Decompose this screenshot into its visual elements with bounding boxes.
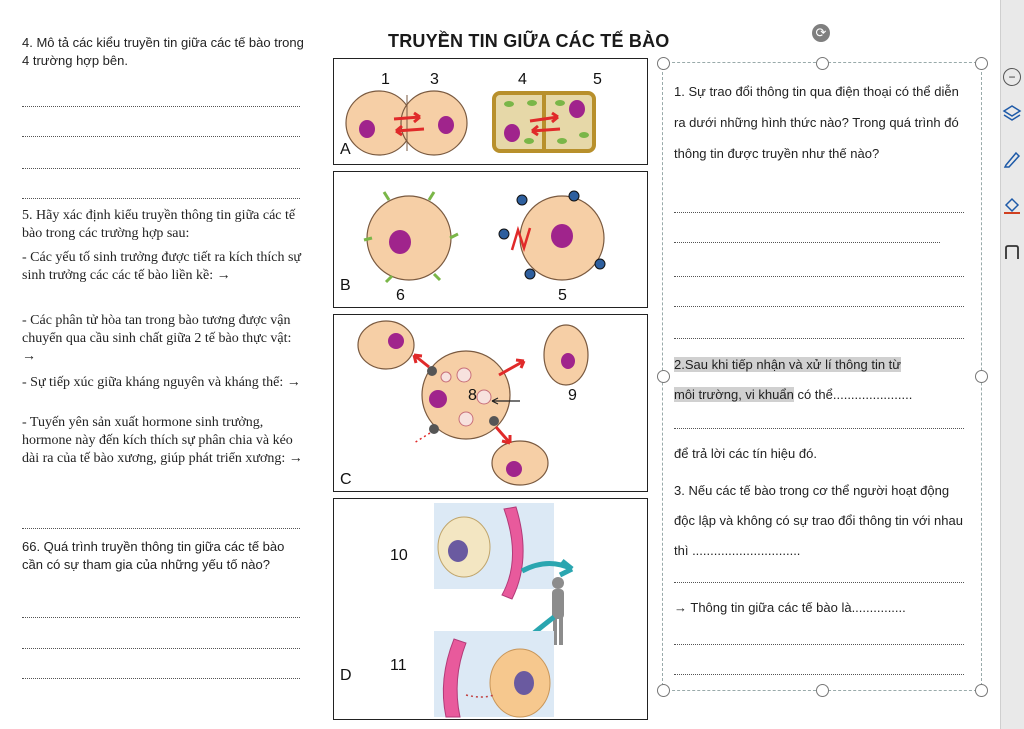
figure-b: [333, 171, 648, 308]
answer-line: [22, 617, 300, 618]
figure-c-illustration: [334, 315, 647, 491]
question-3-conclusion: → Thông tin giữa các tế bào là...............: [674, 600, 906, 615]
fill-bucket-icon[interactable]: [1001, 192, 1023, 218]
answer-line: [674, 644, 964, 645]
question-5c: - Sự tiếp xúc giữa kháng nguyên và kháng thể: →: [22, 375, 301, 390]
figure-d: [333, 498, 648, 720]
resize-handle[interactable]: [816, 684, 829, 697]
figure-label: C: [340, 471, 352, 488]
page-title: TRUYỀN TIN GIỮA CÁC TẾ BÀO: [388, 31, 670, 51]
answer-line: [22, 528, 300, 529]
answer-line: [674, 306, 964, 307]
figure-d-illustration: [334, 499, 647, 719]
figure-number: 1: [381, 71, 390, 88]
layers-icon[interactable]: [1001, 100, 1023, 126]
answer-line: [22, 136, 300, 137]
question-5b: - Các phân tử hòa tan trong bào tương được vận chuyển qua cầu sinh chất giữa 2 tế bào thực vật: →: [22, 313, 292, 364]
answer-line: [22, 678, 300, 679]
resize-handle[interactable]: [975, 370, 988, 383]
question-5-intro: 5. Hãy xác định kiểu truyền thông tin giữa các tế bào trong các trường hợp sau:: [22, 208, 296, 241]
question-2-line-2: [674, 386, 964, 404]
figure-number: 4: [518, 71, 527, 88]
highlighted-text: môi trường, vi khuẩn: [674, 387, 794, 402]
figure-number: 9: [568, 387, 577, 404]
answer-line: [22, 198, 300, 199]
figure-number: 10: [390, 547, 408, 564]
figure-number: 11: [390, 657, 407, 674]
question-66: 66. Quá trình truyền thông tin giữa các tế bào cần có sự tham gia của những yếu tố nào?: [22, 539, 285, 572]
resize-handle[interactable]: [975, 57, 988, 70]
figure-c: [333, 314, 648, 492]
collapse-icon[interactable]: −: [1001, 64, 1023, 90]
question-2-end: để trả lời các tín hiệu đó.: [674, 446, 817, 461]
answer-line: [674, 212, 964, 213]
answer-line: [22, 106, 300, 107]
answer-line: [22, 648, 300, 649]
question-5d: - Tuyến yên sản xuất hormone sinh trưởng, hormone này đến kích thích sự phân chia và kéo dài ra của tế bào xương, giúp phát triển xương: →: [22, 415, 303, 466]
resize-handle[interactable]: [657, 684, 670, 697]
answer-line: [22, 168, 300, 169]
resize-handle[interactable]: [816, 57, 829, 70]
question-3: 3. Nếu các tế bào trong cơ thể người hoạt động độc lập và không có sự trao đổi thông tin với nhau thì ..............................: [674, 483, 963, 558]
answer-line: [674, 276, 964, 277]
figure-b-illustration: [334, 172, 647, 307]
question-2-blank: có thể......................: [793, 387, 913, 402]
answer-line: [674, 242, 940, 243]
figure-label: B: [340, 277, 351, 294]
question-5a: - Các yếu tố sinh trưởng được tiết ra kích thích sự sinh trưởng các các tế bào liền kề: →: [22, 250, 302, 283]
answer-line: [674, 674, 964, 675]
question-2-line-1: [674, 356, 964, 374]
pen-icon[interactable]: [1001, 146, 1023, 172]
highlighted-text: 2.Sau khi tiếp nhận và xử lí thông tin từ: [674, 357, 901, 372]
resize-handle[interactable]: [657, 370, 670, 383]
figure-number: 5: [593, 71, 602, 88]
answer-line: [674, 428, 964, 429]
resize-handle[interactable]: [975, 684, 988, 697]
answer-line: [674, 338, 964, 339]
figure-label: D: [340, 667, 352, 684]
resize-handle[interactable]: [657, 57, 670, 70]
crop-icon[interactable]: [1001, 240, 1023, 266]
rotate-handle-icon[interactable]: ⟳: [812, 24, 830, 42]
figure-number: 6: [396, 287, 405, 304]
question-1: 1. Sự trao đổi thông tin qua điện thoại có thể diễn ra dưới những hình thức nào? Trong quá trình đó thông tin được truyền như thế nào?: [674, 84, 959, 161]
figure-a: [333, 58, 648, 165]
question-4: 4. Mô tả các kiểu truyền tin giữa các tế bào trong 4 trường hợp bên.: [22, 35, 304, 68]
figure-number: 8: [468, 387, 477, 404]
answer-line: [674, 582, 964, 583]
figure-number: 5: [558, 287, 567, 304]
figure-number: 3: [430, 71, 439, 88]
figure-label: A: [340, 141, 351, 158]
